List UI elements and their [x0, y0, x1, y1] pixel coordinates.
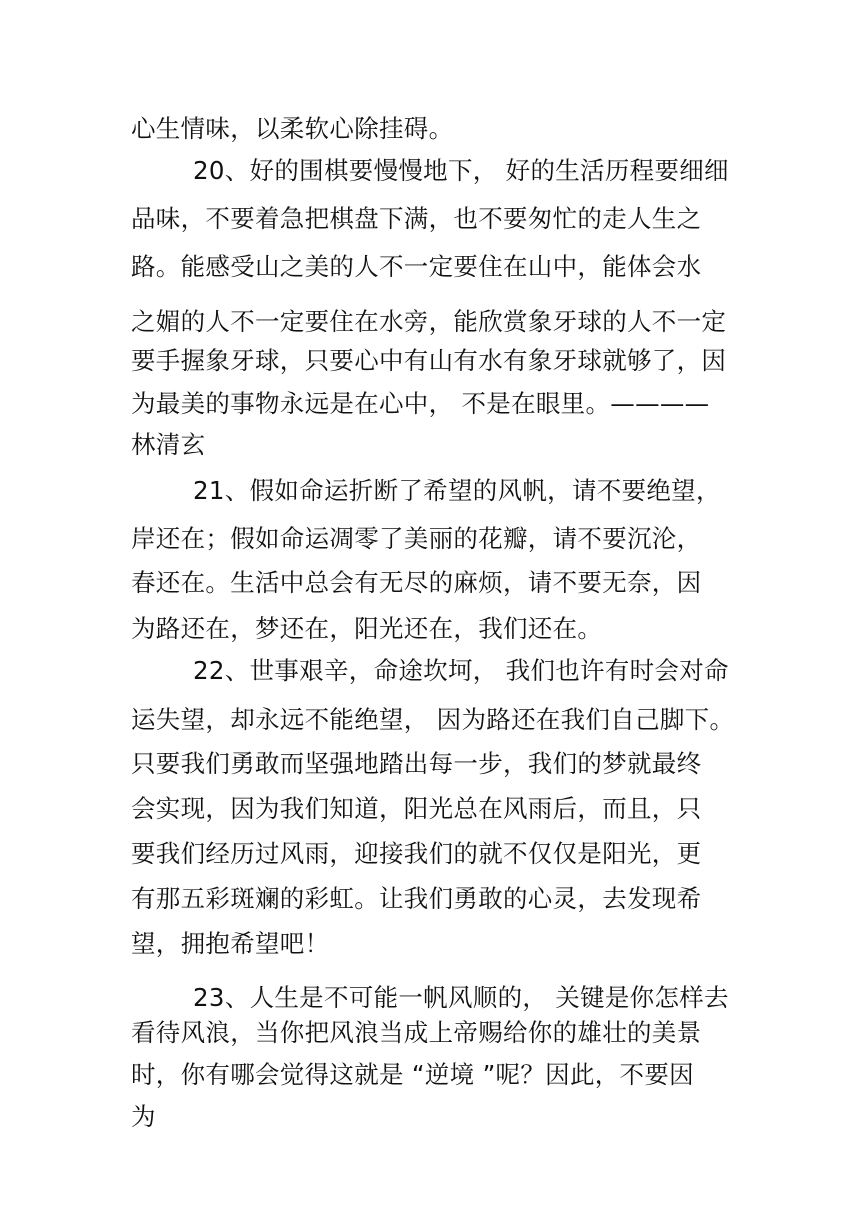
text-line: 路。能感受山之美的人不一定要住在山中，能体会水 [131, 252, 702, 281]
paragraph-23-start: 23、人生是不可能一帆风顺的， 关键是你怎样去 [193, 983, 729, 1012]
text-line: 运失望，却永远不能绝望， 因为路还在我们自己脚下。 [131, 705, 735, 734]
text-line: 会实现，因为我们知道，阳光总在风雨后，而且，只 [131, 794, 702, 823]
text-line: 要手握象牙球，只要心中有山有水有象牙球就够了，因 [131, 346, 727, 375]
text-line: 为路还在，梦还在，阳光还在，我们还在。 [131, 614, 603, 643]
text-line: 看待风浪，当你把风浪当成上帝赐给你的雄壮的美景 [131, 1018, 702, 1047]
text-line: 春还在。生活中总会有无尽的麻烦，请不要无奈，因 [131, 568, 702, 597]
text-line: 时，你有哪会觉得这就是 “逆境 ”呢？因此，不要因 [131, 1060, 694, 1089]
text-line: 岸还在；假如命运凋零了美丽的花瓣，请不要沉沦， [131, 524, 702, 553]
paragraph-20-start: 20、好的围棋要慢慢地下， 好的生活历程要细细 [193, 156, 729, 185]
text-line: 要我们经历过风雨，迎接我们的就不仅仅是阳光，更 [131, 839, 702, 868]
text-line: 只要我们勇敢而坚强地踏出每一步，我们的梦就最终 [131, 749, 702, 778]
text-line: 心生情味，以柔软心除挂碍。 [131, 114, 454, 143]
text-line: 为 [131, 1102, 156, 1131]
text-line: 之媚的人不一定要住在水旁，能欣赏象牙球的人不一定 [131, 307, 727, 336]
paragraph-21-start: 21、假如命运折断了希望的风帆，请不要绝望， [193, 476, 721, 505]
text-line: 望，拥抱希望吧！ [131, 929, 330, 958]
text-line: 有那五彩斑斓的彩虹。让我们勇敢的心灵，去发现希 [131, 884, 702, 913]
text-line: 为最美的事物永远是在心中， 不是在眼里。———— [131, 389, 710, 418]
author-line: 林清玄 [131, 430, 206, 459]
text-line: 品味，不要着急把棋盘下满，也不要匆忙的走人生之 [131, 204, 702, 233]
paragraph-22-start: 22、世事艰辛，命途坎坷， 我们也许有时会对命 [193, 656, 729, 685]
